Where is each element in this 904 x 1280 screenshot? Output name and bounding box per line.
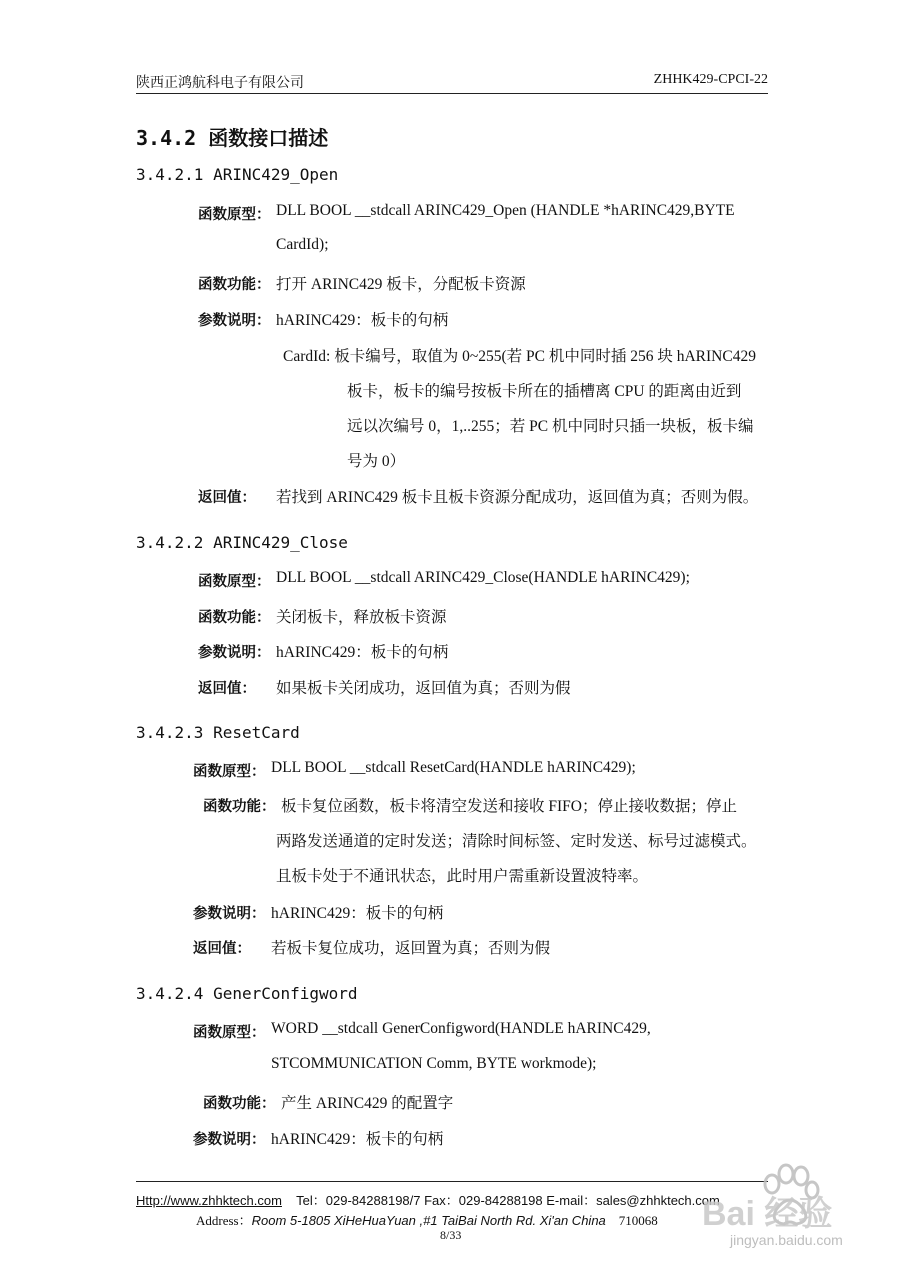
- return-text: 若板卡复位成功，返回置为真；否则为假: [271, 940, 551, 957]
- header-rule: [136, 93, 768, 94]
- footer-zip: 710068: [618, 1213, 658, 1228]
- param-text: hARINC429：板卡的句柄: [271, 905, 444, 922]
- return-text: 如果板卡关闭成功，返回值为真；否则为假: [276, 680, 571, 697]
- proto-label: 函数原型：: [193, 764, 266, 780]
- proto-label: 函数原型：: [198, 574, 271, 590]
- proto-text: DLL BOOL __stdcall ARINC429_Open (HANDLE *hARINC429,BYTE: [276, 202, 735, 219]
- proto-text: DLL BOOL __stdcall ARINC429_Close(HANDLE hARINC429);: [276, 569, 690, 586]
- func-label: 函数功能：: [198, 277, 271, 293]
- func-text: 关闭板卡，释放板卡资源: [276, 609, 447, 626]
- func-heading-reset: 3.4.2.3 ResetCard: [136, 723, 300, 742]
- proto-text-cont: CardId);: [276, 236, 329, 253]
- func-text-cont: 且板卡处于不通讯状态，此时用户需重新设置波特率。: [276, 868, 649, 885]
- watermark: [700, 1140, 880, 1260]
- func-label: 函数功能：: [203, 799, 276, 815]
- param-label: 参数说明：: [193, 906, 266, 922]
- proto-text-cont: STCOMMUNICATION Comm, BYTE workmode);: [271, 1055, 597, 1072]
- proto-label: 函数原型：: [193, 1025, 266, 1041]
- footer-url-link[interactable]: Http://www.zhhktech.com: [136, 1193, 282, 1208]
- proto-label: 函数原型：: [198, 207, 271, 223]
- watermark-site: jingyan.baidu.com: [730, 1232, 843, 1248]
- return-text: 若找到 ARINC429 板卡且板卡资源分配成功，返回值为真；否则为假。: [276, 489, 759, 506]
- func-text: 产生 ARINC429 的配置字: [281, 1095, 454, 1112]
- func-text: 打开 ARINC429 板卡，分配板卡资源: [276, 276, 526, 293]
- func-text-cont: 两路发送通道的定时发送；清除时间标签、定时发送、标号过滤模式。: [276, 833, 757, 850]
- proto-text: DLL BOOL __stdcall ResetCard(HANDLE hARINC429);: [271, 759, 636, 776]
- section-title: 3.4.2 函数接口描述: [136, 126, 329, 150]
- header-doc-code: ZHHK429-CPCI-22: [653, 72, 768, 87]
- footer-rule: [136, 1181, 768, 1182]
- param-label: 参数说明：: [198, 313, 271, 329]
- func-heading-open: 3.4.2.1 ARINC429_Open: [136, 165, 339, 184]
- func-heading-genercfg: 3.4.2.4 GenerConfigword: [136, 984, 358, 1003]
- param2-text-cont: 远以次编号 0，1,..255；若 PC 机中同时只插一块板，板卡编: [347, 418, 754, 435]
- param2-text-cont: 板卡，板卡的编号按板卡所在的插槽离 CPU 的距离由近到: [347, 383, 742, 400]
- page-number: 8/33: [440, 1228, 462, 1242]
- param-text: hARINC429：板卡的句柄: [276, 312, 449, 329]
- watermark-brand: Bai 经验: [702, 1195, 833, 1233]
- return-label: 返回值：: [198, 681, 256, 697]
- func-label: 函数功能：: [203, 1096, 276, 1112]
- return-label: 返回值：: [198, 490, 256, 506]
- param2-text-cont: 号为 0）: [347, 453, 406, 470]
- footer-address-line: [196, 1210, 658, 1229]
- param-text: hARINC429：板卡的句柄: [276, 644, 449, 661]
- func-label: 函数功能：: [198, 610, 271, 626]
- footer-contact: Tel：029-84288198/7 Fax：029-84288198 E-mail：sales@zhhktech.com: [296, 1193, 720, 1208]
- header-company: 陕西正鸿航科电子有限公司: [136, 76, 304, 91]
- func-text: 板卡复位函数，板卡将清空发送和接收 FIFO；停止接收数据；停止: [281, 798, 737, 815]
- proto-text: WORD __stdcall GenerConfigword(HANDLE hARINC429,: [271, 1020, 651, 1037]
- param-text: hARINC429：板卡的句柄: [271, 1131, 444, 1148]
- footer-address-label: Address：: [196, 1213, 252, 1228]
- param-label: 参数说明：: [193, 1132, 266, 1148]
- return-label: 返回值：: [193, 941, 251, 957]
- footer-contact-line: [136, 1190, 720, 1209]
- func-heading-close: 3.4.2.2 ARINC429_Close: [136, 533, 348, 552]
- param2-text: CardId: 板卡编号，取值为 0~255(若 PC 机中同时插 256 块 hARINC429: [283, 348, 756, 365]
- footer-address: Room 5-1805 XiHeHuaYuan ,#1 TaiBai North Rd. Xi'an China: [251, 1213, 606, 1228]
- param-label: 参数说明：: [198, 645, 271, 661]
